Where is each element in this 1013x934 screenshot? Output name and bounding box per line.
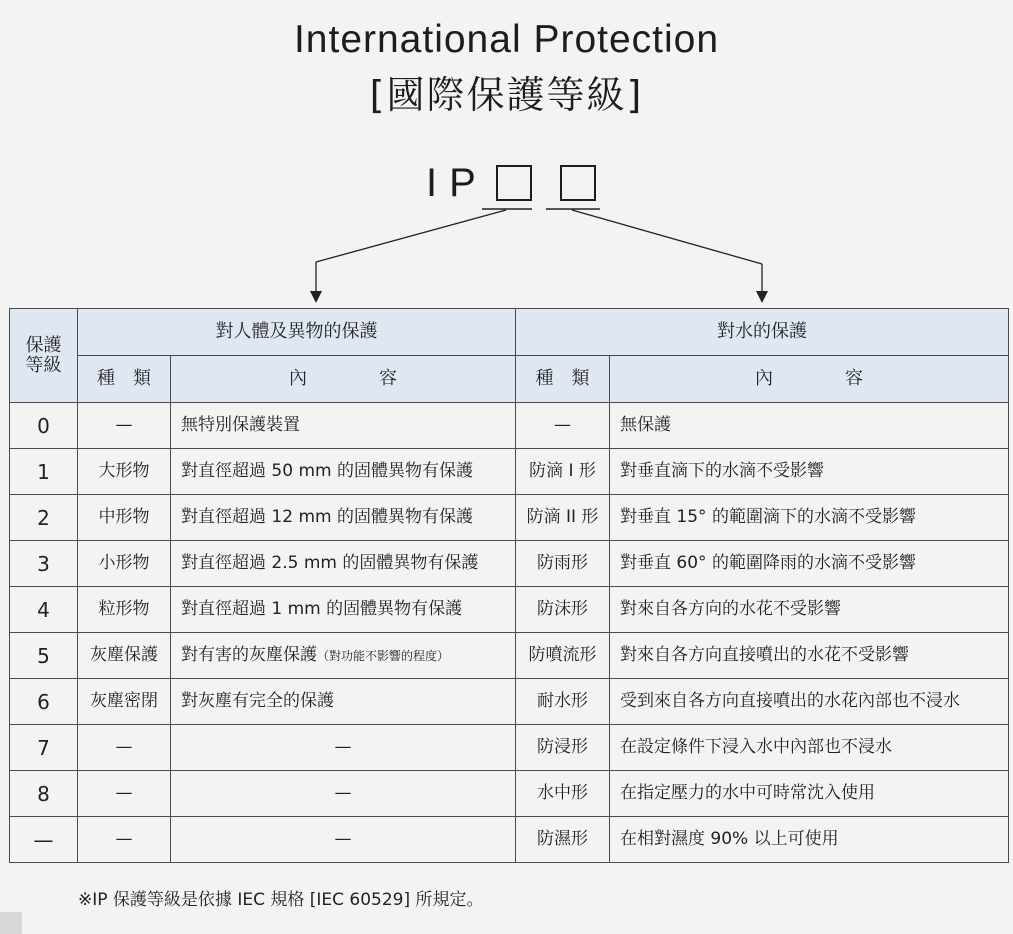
cell-water-desc: [610, 771, 1009, 817]
cell-water-type-text: 防滴 II 形: [526, 507, 599, 528]
cell-solid-note: （對功能不影響的程度）: [317, 649, 450, 664]
cell-solid-desc-text: 無特別保護裝置: [181, 415, 300, 436]
cell-water-type: [516, 817, 610, 863]
cell-solid-desc-text: —: [334, 829, 352, 850]
cell-solid-type: [78, 449, 171, 495]
table-row: [10, 449, 1009, 495]
title-chinese: [國際保護等級]: [369, 73, 644, 117]
header-water-protection: 對水的保護: [516, 309, 1009, 356]
cell-solid-type: [78, 771, 171, 817]
ip-connector-arrows: [0, 0, 1013, 310]
cell-water-desc-text: 對來自各方向的水花不受影響: [620, 599, 841, 620]
cell-water-desc-text: 在設定條件下浸入水中內部也不浸水: [620, 737, 892, 758]
cell-solid-type: [78, 725, 171, 771]
cell-level: [10, 817, 78, 863]
cell-water-desc-text: 對垂直 60° 的範圍降雨的水滴不受影響: [620, 553, 916, 574]
cell-water-type: [516, 587, 610, 633]
cell-water-type: [516, 679, 610, 725]
cell-water-type-text: 防濕形: [537, 829, 588, 850]
cell-water-type: [516, 495, 610, 541]
cell-level: [10, 725, 78, 771]
cell-water-desc-text: 對垂直 15° 的範圍滴下的水滴不受影響: [620, 507, 916, 528]
cell-solid-type: [78, 679, 171, 725]
cell-solid-desc: [171, 725, 516, 771]
cell-solid-desc: [171, 817, 516, 863]
cell-solid-desc: [171, 403, 516, 449]
cell-level: [10, 449, 78, 495]
cell-water-desc: [610, 633, 1009, 679]
cell-solid-desc-text: 對灰塵有完全的保護: [181, 691, 334, 712]
cell-water-type: [516, 771, 610, 817]
arrow-down-icon: [310, 291, 322, 303]
cell-solid-type: [78, 541, 171, 587]
cell-level-text: 4: [37, 597, 50, 622]
cell-water-desc: [610, 449, 1009, 495]
cell-solid-type: [78, 495, 171, 541]
page-corner-mark: [0, 912, 22, 934]
cell-level-text: —: [33, 827, 54, 852]
cell-level: [10, 495, 78, 541]
cell-solid-type-text: 大形物: [98, 461, 150, 482]
cell-water-desc-text: 受到來自各方向直接噴出的水花內部也不浸水: [620, 691, 960, 712]
cell-solid-desc-text: —: [334, 783, 352, 804]
connector-line-solid: [316, 210, 506, 262]
cell-solid-type-text: 灰塵保護: [90, 645, 158, 666]
cell-level: [10, 679, 78, 725]
cell-water-desc: [610, 403, 1009, 449]
ip-label: IP: [426, 160, 488, 205]
cell-solid-type-text: 粒形物: [98, 599, 150, 620]
table-row: [10, 633, 1009, 679]
cell-solid-desc: [171, 449, 516, 495]
cell-water-type-text: 耐水形: [537, 691, 588, 712]
cell-water-type: [516, 633, 610, 679]
cell-solid-desc: [171, 587, 516, 633]
cell-solid-desc: [171, 679, 516, 725]
cell-level-text: 3: [37, 551, 50, 576]
cell-level-text: 5: [37, 643, 50, 668]
cell-solid-desc-text: —: [334, 737, 352, 758]
cell-solid-type-text: —: [115, 415, 133, 436]
cell-water-desc: [610, 587, 1009, 633]
cell-solid-type: [78, 403, 171, 449]
cell-solid-desc-text: 對直徑超過 1 mm 的固體異物有保護: [181, 599, 463, 620]
cell-water-type-text: 防雨形: [537, 553, 588, 574]
cell-water-type-text: 防噴流形: [528, 645, 597, 666]
header-solid-type: 種 類: [78, 356, 171, 403]
ip-rating-table: [9, 308, 1009, 863]
cell-solid-desc-text: 對直徑超過 2.5 mm 的固體異物有保護: [181, 553, 479, 574]
table-row: [10, 403, 1009, 449]
cell-water-type: [516, 449, 610, 495]
cell-solid-type-text: —: [115, 829, 133, 850]
cell-solid-desc-text: 對有害的灰塵保護: [181, 645, 317, 666]
footnote: ※IP 保護等級是依據 IEC 規格 [IEC 60529] 所規定。: [78, 890, 484, 910]
cell-solid-desc-text: 對直徑超過 50 mm 的固體異物有保護: [181, 461, 473, 482]
cell-water-desc-text: 在指定壓力的水中可時常沈入使用: [620, 783, 875, 804]
cell-water-type-text: 防滴 I 形: [529, 461, 596, 482]
header-protection-level: 保護 等級: [10, 309, 78, 403]
table-row: [10, 541, 1009, 587]
cell-level-text: 8: [37, 781, 50, 806]
cell-water-type: [516, 541, 610, 587]
cell-level-text: 0: [37, 413, 50, 438]
cell-level-text: 6: [37, 689, 50, 714]
connector-line-water: [572, 210, 762, 264]
table-row: [10, 817, 1009, 863]
cell-water-type-text: —: [554, 415, 571, 436]
cell-water-desc: [610, 541, 1009, 587]
cell-solid-type-text: 中形物: [98, 507, 150, 528]
cell-water-desc-text: 在相對濕度 90% 以上可使用: [620, 829, 839, 850]
cell-water-type: [516, 725, 610, 771]
cell-solid-type: [78, 633, 171, 679]
cell-water-desc: [610, 725, 1009, 771]
cell-level: [10, 771, 78, 817]
cell-solid-type-text: 灰塵密閉: [90, 691, 158, 712]
table-row: [10, 587, 1009, 633]
cell-level-text: 2: [37, 505, 50, 530]
cell-water-desc: [610, 817, 1009, 863]
cell-solid-type: [78, 587, 171, 633]
cell-level-text: 7: [37, 735, 50, 760]
cell-water-desc: [610, 495, 1009, 541]
cell-water-desc: [610, 679, 1009, 725]
header-solid-content: 內 容: [171, 356, 516, 403]
cell-water-desc-text: 無保護: [620, 415, 671, 436]
header-water-content: 內 容: [610, 356, 1009, 403]
cell-solid-desc: [171, 495, 516, 541]
cell-level-text: 1: [37, 459, 50, 484]
cell-solid-desc: [171, 771, 516, 817]
header-water-type: 種 類: [516, 356, 610, 403]
cell-solid-desc: [171, 633, 516, 679]
cell-solid-desc-text: 對直徑超過 12 mm 的固體異物有保護: [181, 507, 473, 528]
table-row: [10, 679, 1009, 725]
cell-water-desc-text: 對來自各方向直接噴出的水花不受影響: [620, 645, 909, 666]
cell-level: [10, 541, 78, 587]
cell-water-type-text: 防浸形: [537, 737, 588, 758]
cell-solid-type-text: —: [115, 737, 133, 758]
table-row: [10, 725, 1009, 771]
cell-solid-type: [78, 817, 171, 863]
cell-solid-type-text: —: [115, 783, 133, 804]
cell-level: [10, 587, 78, 633]
arrow-down-icon: [756, 291, 768, 303]
cell-water-type-text: 防沫形: [537, 599, 588, 620]
cell-level: [10, 633, 78, 679]
header-solid-protection: 對人體及異物的保護: [78, 309, 516, 356]
cell-water-type: [516, 403, 610, 449]
cell-solid-desc: [171, 541, 516, 587]
cell-solid-type-text: 小形物: [98, 553, 150, 574]
title-english: International Protection: [293, 18, 720, 61]
cell-water-desc-text: 對垂直滴下的水滴不受影響: [620, 461, 824, 482]
cell-level: [10, 403, 78, 449]
cell-water-type-text: 水中形: [537, 783, 588, 804]
table-row: [10, 771, 1009, 817]
table-row: [10, 495, 1009, 541]
